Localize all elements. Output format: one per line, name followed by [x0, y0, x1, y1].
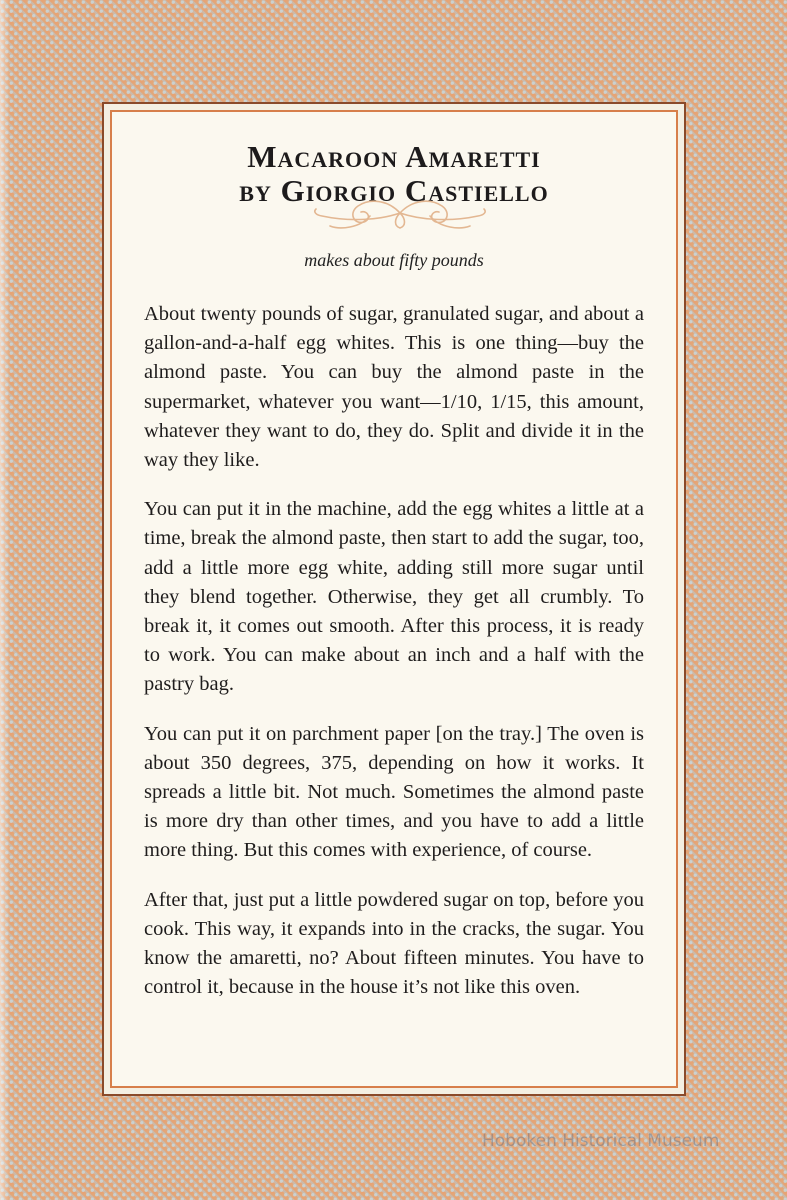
recipe-body	[144, 300, 644, 1022]
recipe-card	[102, 102, 686, 1096]
ornamental-flourish-icon	[310, 192, 490, 234]
recipe-paragraph-2: You can put it in the machine, add the egg whites a little at a time, break the almond paste, then start to add the sugar, too, add a little more egg white, adding still more sugar until they blend together. Otherwise, they get all crumbly. To break it, it comes out smooth. After this process, it is ready to work. You can make about an inch and a half with the pastry bag.	[144, 498, 644, 696]
recipe-title-line-2: by Giorgio Castiello	[239, 173, 549, 208]
recipe-card-inner	[110, 110, 678, 1088]
recipe-title-line-1: Macaroon Amaretti	[247, 139, 541, 174]
recipe-paragraph-1: About twenty pounds of sugar, granulated sugar, and about a gallon-and-a-half egg whites. This is one thing—buy the almond paste. You can buy the almond paste in the supermarket, whatever you want—1/10, 1/15, this amount, whatever they want to do, they do. Split and divide it in the way they like.	[144, 303, 644, 472]
page-gutter	[0, 0, 10, 1200]
museum-watermark: Hoboken Historical Museum	[482, 1131, 720, 1151]
recipe-paragraph-4: After that, just put a little powdered sugar on top, before you cook. This way, it expands into in the cracks, the sugar. You know the amaretti, no? About fifteen minutes. You have to control it, because in the house it’s not like this oven.	[144, 888, 644, 999]
recipe-paragraph-3: You can put it on parchment paper [on the tray.] The oven is about 350 degrees, 375, depending on how it works. It spreads a little bit. Not much. Sometimes the almond paste is more dry than other times, and you have to add a little more thing. But this comes with experience, of course.	[144, 722, 644, 862]
recipe-yield: makes about fifty pounds	[304, 250, 484, 270]
